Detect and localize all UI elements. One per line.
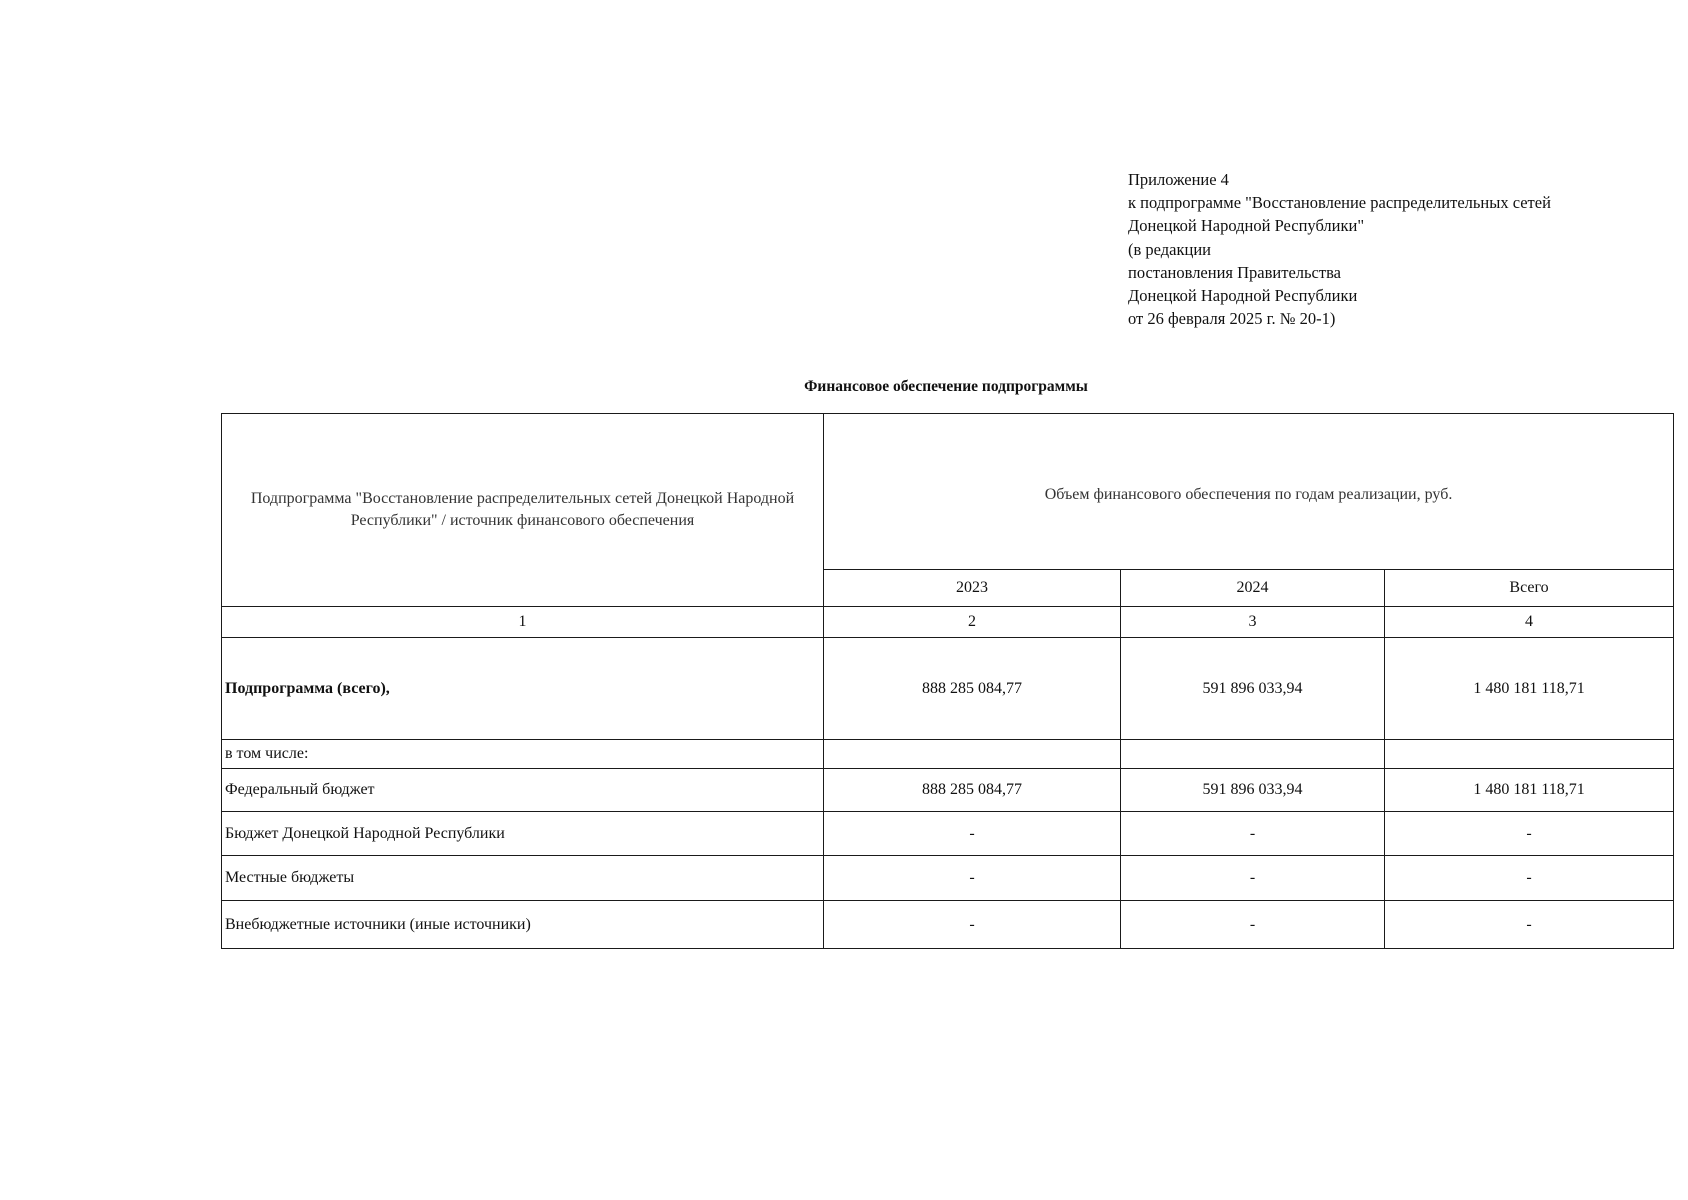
row-value-2023: 888 285 084,77 bbox=[824, 769, 1121, 812]
column-number: 4 bbox=[1385, 607, 1674, 638]
financing-table bbox=[221, 413, 1674, 949]
row-value-2023: - bbox=[824, 812, 1121, 856]
column-number: 1 bbox=[222, 607, 824, 638]
row-value-2024: - bbox=[1121, 901, 1385, 949]
row-value-2024: 591 896 033,94 bbox=[1121, 769, 1385, 812]
header-year-2023: 2023 bbox=[824, 570, 1121, 607]
row-value-2024: - bbox=[1121, 812, 1385, 856]
row-value-total bbox=[1385, 740, 1674, 769]
document-title: Финансовое обеспечение подпрограммы bbox=[804, 378, 1088, 395]
row-value-2024: 591 896 033,94 bbox=[1121, 638, 1385, 740]
row-value-total: - bbox=[1385, 856, 1674, 901]
table-row bbox=[222, 901, 1674, 949]
table-row bbox=[222, 856, 1674, 901]
header-total: Всего bbox=[1385, 570, 1674, 607]
header-group: Объем финансового обеспечения по годам реализации, руб. bbox=[824, 414, 1674, 570]
row-label: Местные бюджеты bbox=[222, 856, 824, 901]
appendix-line: (в редакции bbox=[1128, 239, 1211, 259]
row-value-2023: - bbox=[824, 901, 1121, 949]
column-number: 2 bbox=[824, 607, 1121, 638]
column-numbers-row bbox=[222, 607, 1674, 638]
table-row bbox=[222, 812, 1674, 856]
appendix-line: Приложение 4 bbox=[1128, 170, 1229, 189]
row-value-total: 1 480 181 118,71 bbox=[1385, 769, 1674, 812]
appendix-note bbox=[1128, 168, 1551, 330]
row-label: Внебюджетные источники (иные источники) bbox=[222, 901, 824, 949]
table-row bbox=[222, 769, 1674, 812]
appendix-line: Донецкой Народной Республики bbox=[1128, 286, 1358, 306]
column-number: 3 bbox=[1121, 607, 1385, 638]
row-label: в том числе: bbox=[222, 740, 824, 769]
row-value-2023 bbox=[824, 740, 1121, 769]
table-row bbox=[222, 740, 1674, 769]
appendix-line: от 26 февраля 2025 г. № 20-1) bbox=[1128, 309, 1336, 329]
row-value-total: 1 480 181 118,71 bbox=[1385, 638, 1674, 740]
row-label: Бюджет Донецкой Народной Республики bbox=[222, 812, 824, 856]
row-value-2024 bbox=[1121, 740, 1385, 769]
row-label: Федеральный бюджет bbox=[222, 769, 824, 812]
row-value-2024: - bbox=[1121, 856, 1385, 901]
header-row bbox=[222, 414, 1674, 570]
row-value-2023: - bbox=[824, 856, 1121, 901]
table-row bbox=[222, 638, 1674, 740]
row-value-total: - bbox=[1385, 812, 1674, 856]
header-year-2024: 2024 bbox=[1121, 570, 1385, 607]
appendix-line: Донецкой Народной Республики" bbox=[1128, 216, 1365, 236]
row-value-total: - bbox=[1385, 901, 1674, 949]
row-label: Подпрограмма (всего), bbox=[222, 638, 824, 740]
row-value-2023: 888 285 084,77 bbox=[824, 638, 1121, 740]
appendix-line: к подпрограмме "Восстановление распределительных сетей bbox=[1128, 193, 1551, 213]
header-first-col: Подпрограмма "Восстановление распределительных сетей Донецкой Народной Республики" / источник финансового обеспечения bbox=[222, 414, 824, 607]
appendix-line: постановления Правительства bbox=[1128, 262, 1341, 282]
